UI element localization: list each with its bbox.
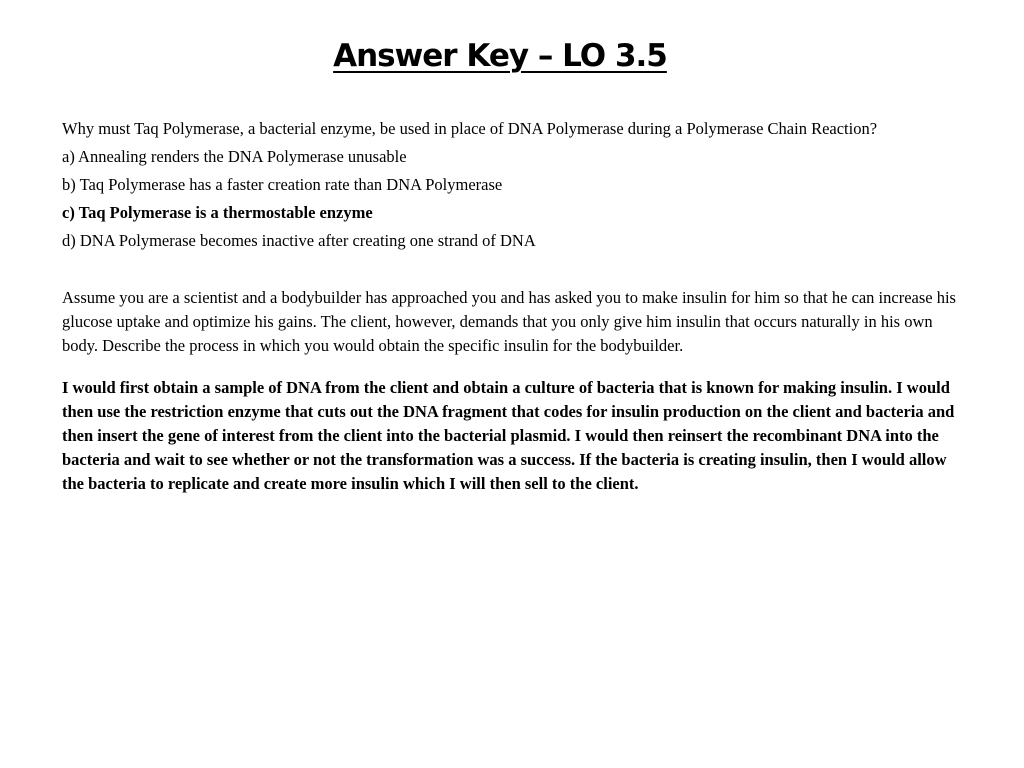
question-1-text: Why must Taq Polymerase, a bacterial enzyme, be used in place of DNA Polymerase during a Polymerase Chain Reaction? — [62, 119, 878, 138]
option-c-correct: c) Taq Polymerase is a thermostable enzyme — [62, 203, 373, 222]
slide-content — [62, 117, 972, 496]
page-title: Answer Key – LO 3.5 — [333, 38, 667, 74]
option-d: d) DNA Polymerase becomes inactive after creating one strand of DNA — [62, 231, 536, 250]
option-a: a) Annealing renders the DNA Polymerase unusable — [62, 147, 407, 166]
spacer — [62, 257, 972, 286]
question-2-answer: I would first obtain a sample of DNA from the client and obtain a culture of bacteria that is known for making insulin. I would then use the restriction enzyme that cuts out the DNA fragment that codes for insulin production on the client and bacteria and then insert the gene of interest from the client into the bacterial plasmid. I would then reinsert the recombinant DNA into the bacteria and wait to see whether or not the transformation was a success. If the bacteria is creating insulin, then I would allow the bacteria to replicate and create more insulin which I will then sell to the client. — [62, 378, 955, 493]
option-b: b) Taq Polymerase has a faster creation rate than DNA Polymerase — [62, 175, 503, 194]
question-2-prompt: Assume you are a scientist and a bodybuilder has approached you and has asked you to make insulin for him so that he can increase his glucose uptake and optimize his gains. The client, however, demands that you only give him insulin that occurs naturally in his own body. Describe the process in which you would obtain the specific insulin for the bodybuilder. — [62, 288, 956, 355]
